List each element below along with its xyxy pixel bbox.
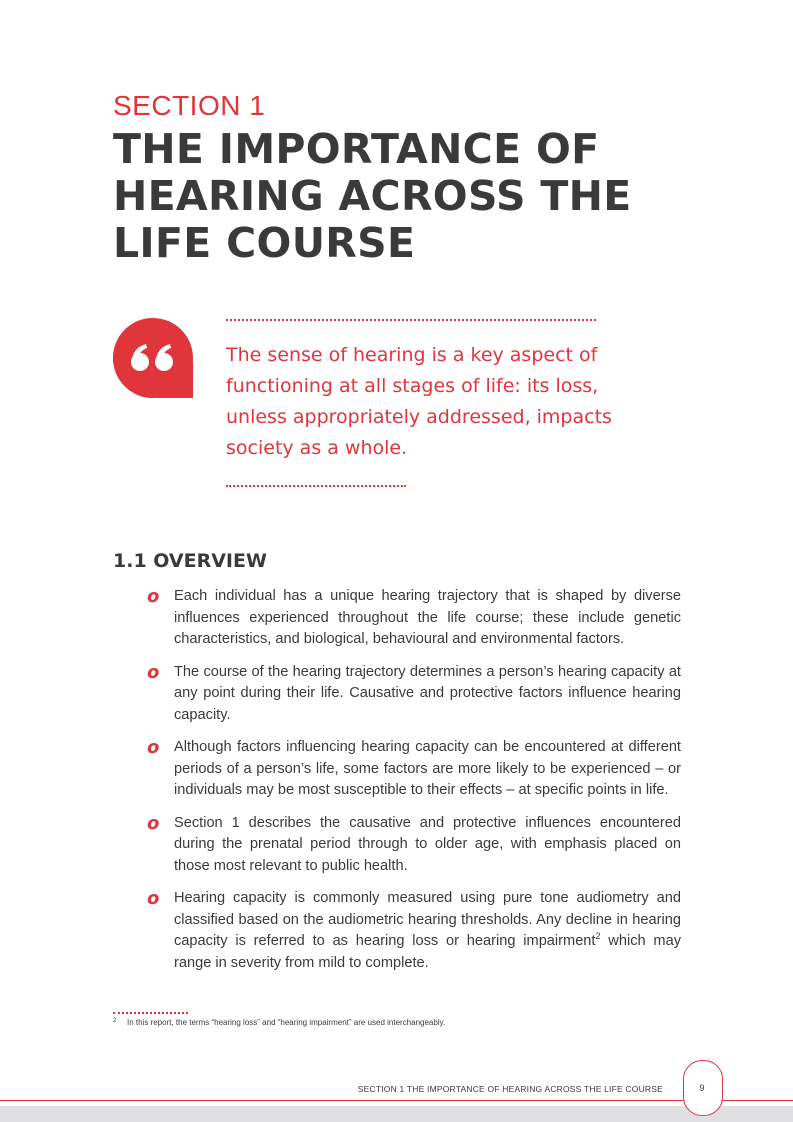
bullet-marker: o: [147, 661, 160, 683]
page-number: 9: [699, 1083, 705, 1093]
section-label: SECTION 1: [113, 90, 266, 121]
list-item: [145, 662, 681, 727]
bullet-text-tail: which may range in severity from mild to complete.: [174, 933, 681, 971]
bullet-text: Hearing capacity is commonly measured using pure tone audiometry and classified based on the audiometric hearing thresholds. Any decline in hearing capacity is referred to as hearing loss or hearing impairment: [174, 890, 681, 949]
quote-icon: [113, 318, 193, 398]
footnote-rule: [113, 1012, 188, 1014]
footnote-text: In this report, the terms “hearing loss” and “hearing impairment” are used interchangeably.: [127, 1018, 446, 1027]
bullet-text: Although factors influencing hearing capacity can be encountered at different periods of a person’s life, some factors are more likely to be experienced – or individuals may be most susceptible to their effects – at specific points in life.: [174, 739, 681, 798]
section-title-line: LIFE COURSE: [113, 219, 416, 267]
footnote-number: 2: [113, 1018, 117, 1024]
footnote-ref[interactable]: 2: [595, 931, 601, 942]
bullet-text: Section 1 describes the causative and protective influences encountered during the prenatal period through to older age, with emphasis placed on those most relevant to public health.: [174, 814, 681, 874]
quote-divider-bottom: [226, 485, 406, 487]
bullet-marker: o: [147, 737, 160, 758]
overview-heading: 1.1 OVERVIEW: [113, 550, 267, 572]
bullet-text: The course of the hearing trajectory determines a person’s hearing capacity at any point during their life. Causative and protective factors influence hearing capacity.: [174, 663, 681, 723]
section-title-line: THE IMPORTANCE OF: [113, 125, 600, 173]
bullet-marker: o: [147, 812, 160, 834]
pull-quote: The sense of hearing is a key aspect of functioning at all stages of life: its loss, unless appropriately addressed, impacts society as a whole.: [226, 344, 612, 459]
bullet-marker: o: [147, 888, 160, 909]
footer-line: [0, 1100, 793, 1101]
bullet-text-group: [174, 888, 681, 974]
list-item: [145, 888, 681, 974]
bullet-marker: o: [147, 586, 160, 607]
list-item: [145, 737, 681, 802]
overview-list: [145, 586, 681, 985]
bullet-text: Each individual has a unique hearing trajectory that is shaped by diverse influences experienced throughout the life course; these include genetic characteristics, and biological, behavioural and environmental factors.: [174, 588, 681, 647]
section-title-line: HEARING ACROSS THE: [113, 172, 632, 220]
list-item: [145, 813, 681, 878]
list-item: [145, 586, 681, 651]
footer-band: [0, 1106, 793, 1122]
running-head: SECTION 1 THE IMPORTANCE OF HEARING ACROSS THE LIFE COURSE: [357, 1084, 663, 1094]
quote-divider-top: [226, 319, 596, 321]
section-title: [113, 126, 713, 267]
footnote: [113, 1018, 673, 1027]
